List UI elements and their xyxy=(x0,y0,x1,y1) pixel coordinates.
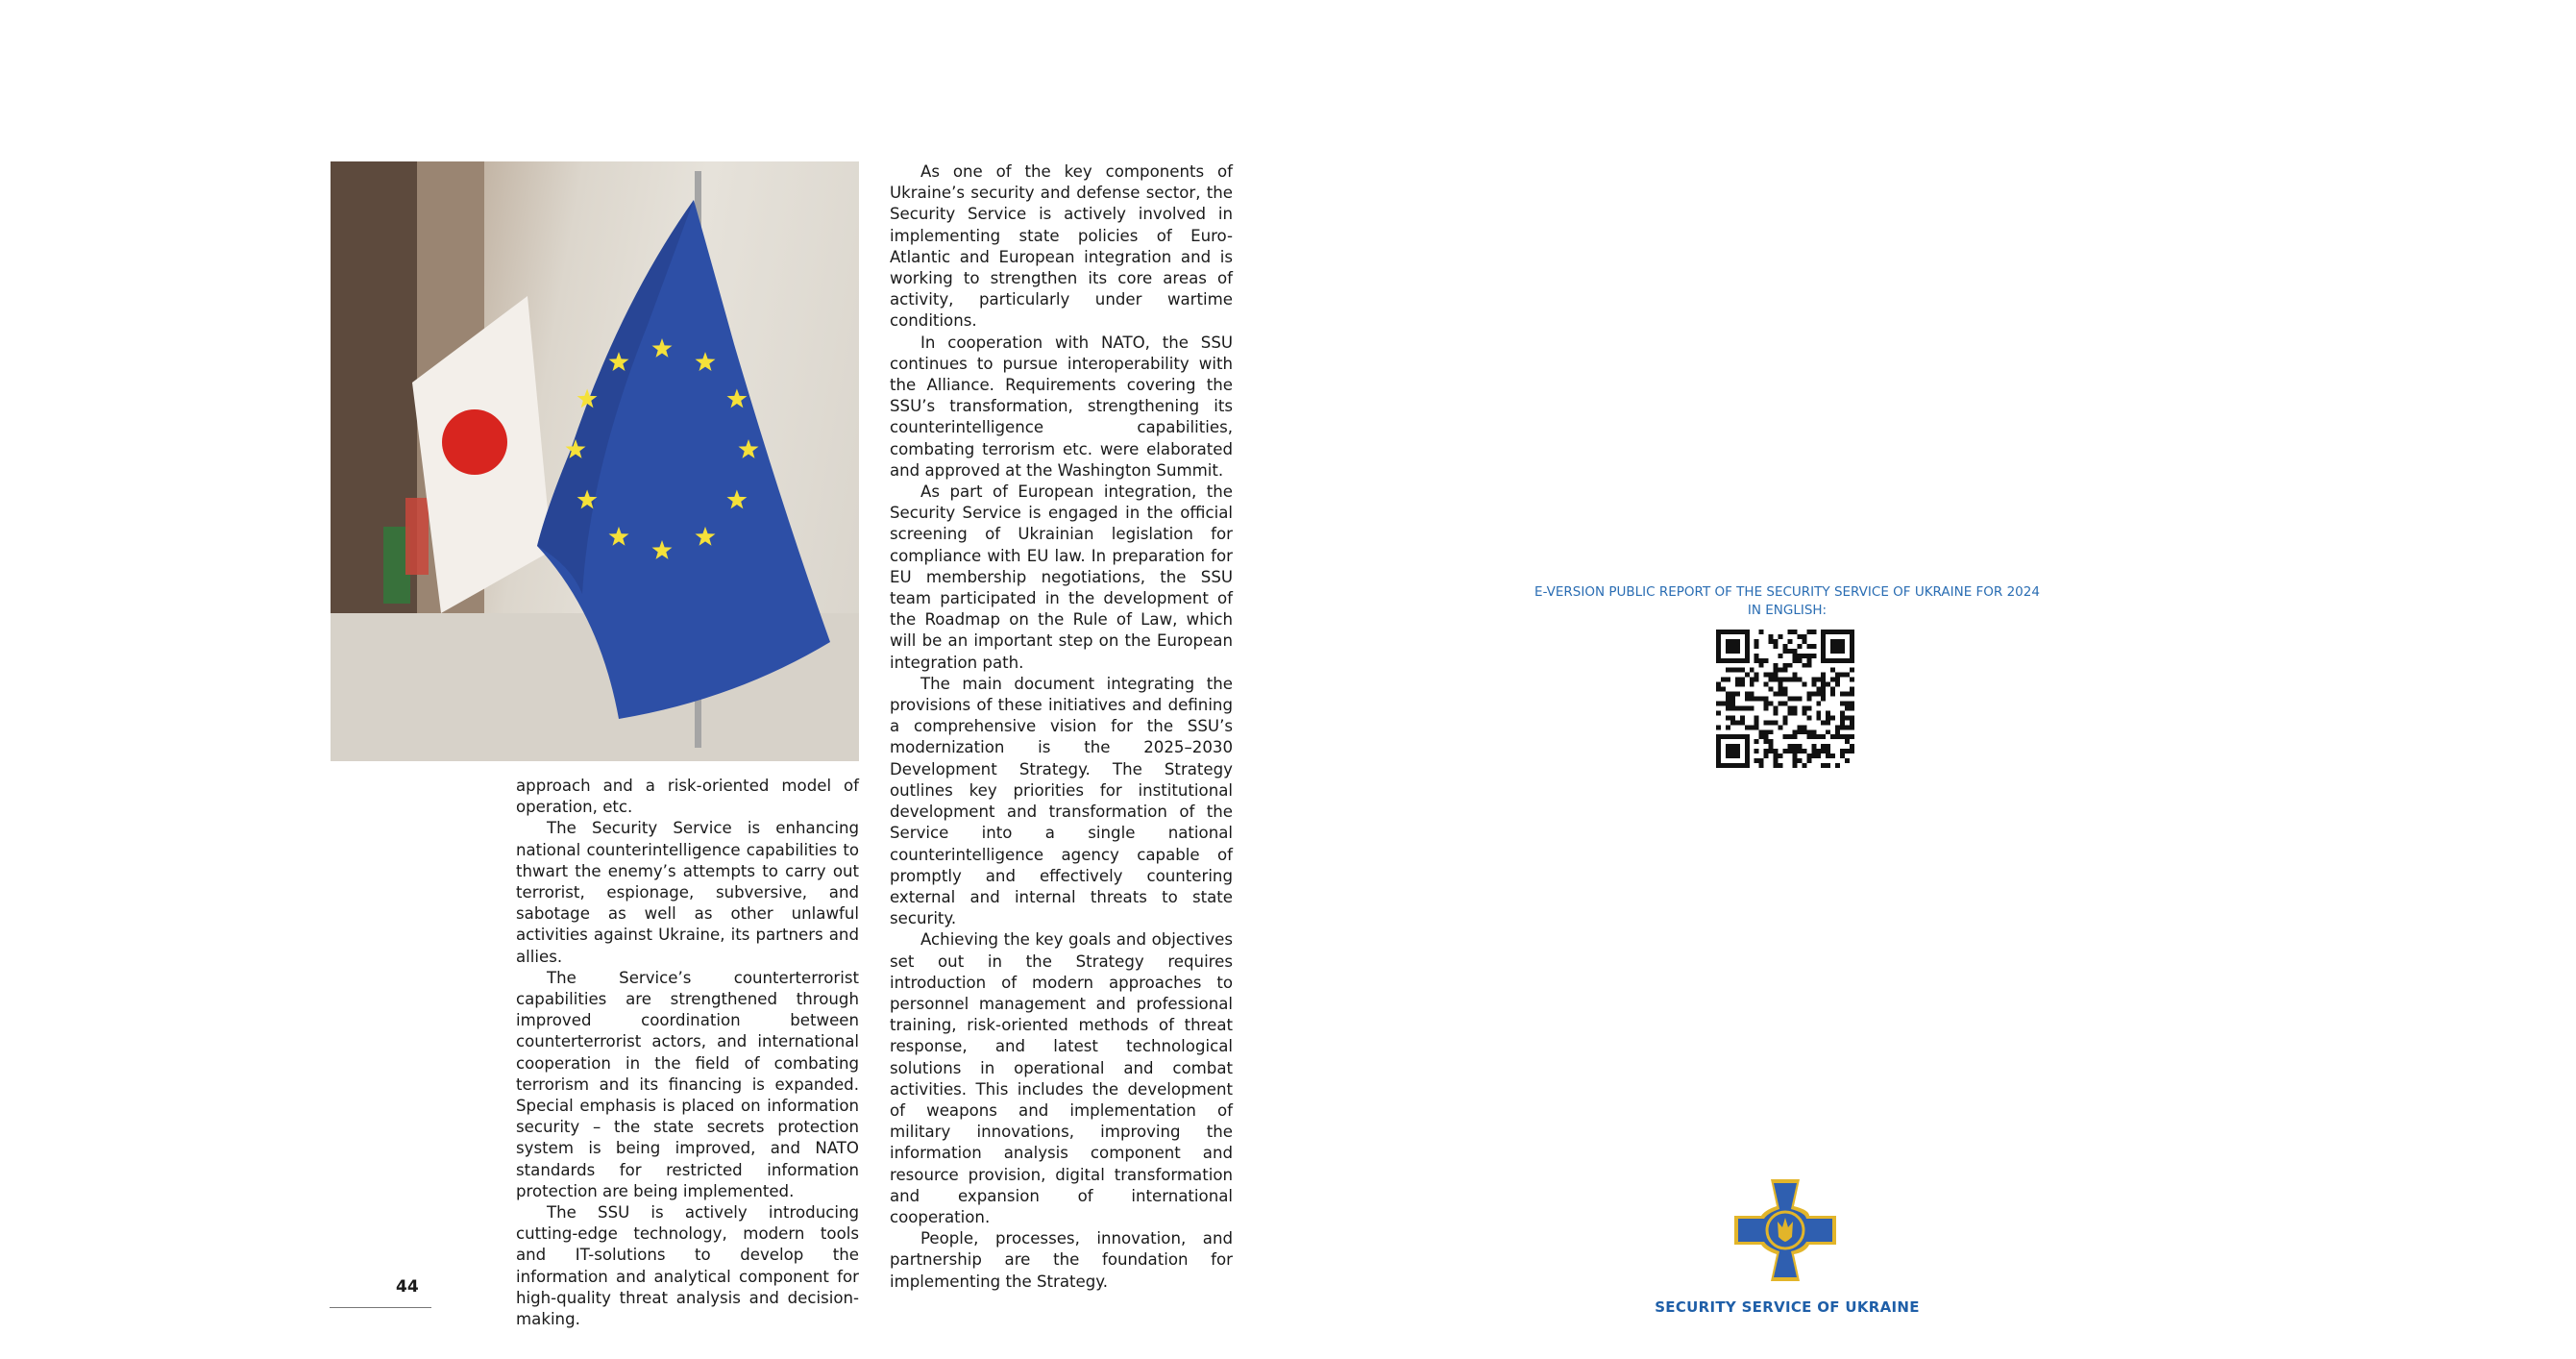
org-name: SECURITY SERVICE OF UKRAINE xyxy=(1655,1298,1920,1316)
paragraph: The Service’s counterterrorist capabilities are strengthened through improved coordination between counterterrorist actors, and international cooperation in the field of combating terrorism and its financing is expanded. Special emphasis is placed on information security – the state secrets protection system is being improved, and NATO standards for restricted information protection are being implemented. xyxy=(516,968,859,1200)
star-icon xyxy=(577,389,598,408)
right-page xyxy=(1288,0,2576,1359)
star-icon xyxy=(727,490,748,509)
qr-caption-line1: E-VERSION PUBLIC REPORT OF THE SECURITY SERVICE OF UKRAINE FOR 2024 xyxy=(1534,584,2040,600)
star-icon xyxy=(609,352,629,371)
paragraph: The Security Service is enhancing national counterintelligence capabilities to thwart the enemy’s attempts to carry out terrorist, espionage, subversive, and sabotage as well as other unlawful activities against Ukraine, its partners and allies. xyxy=(516,819,859,966)
paragraph: The main document integrating the provisions of these initiatives and defining a comprehensive vision for the SSU’s modernization is the 2025–2030 Development Strategy. The Strategy outlines key priorities for institutional development and transformation of the Service into a single national counterintelligence agency capable of promptly and effectively countering external and internal threats to state security. xyxy=(890,674,1233,928)
eu-flag-photo xyxy=(331,161,859,761)
star-icon xyxy=(609,527,629,546)
qr-caption-line2: IN ENGLISH: xyxy=(1747,603,1828,618)
star-icon xyxy=(727,389,748,408)
star-icon xyxy=(652,540,673,559)
star-icon xyxy=(696,527,716,546)
star-icon xyxy=(566,439,586,458)
star-icon xyxy=(577,490,598,509)
qr-code[interactable] xyxy=(1716,630,1854,768)
paragraph: People, processes, innovation, and partnership are the foundation for implementing the Strategy. xyxy=(890,1229,1233,1291)
paragraph: approach and a risk-oriented model of operation, etc. xyxy=(516,777,859,817)
star-icon xyxy=(696,352,716,371)
paragraph: As part of European integration, the Security Service is engaged in the official screening of Ukrainian legislation for compliance with EU law. In preparation for EU membership negotiations, the SSU team participated in the development of the Roadmap on the Rule of Law, which will be an important step on the European integration path. xyxy=(890,482,1233,672)
star-icon xyxy=(739,439,759,458)
text-column-2 xyxy=(890,161,1233,1293)
page-number: 44 xyxy=(396,1277,419,1297)
paragraph: As one of the key components of Ukraine’s security and defense sector, the Security Service is actively involved in implementing state policies of Euro-Atlantic and European integration and is working to strengthen its core areas of activity, particularly under wartime conditions. xyxy=(890,162,1233,331)
eu-stars xyxy=(331,161,859,761)
ssu-emblem-icon xyxy=(1732,1177,1838,1283)
text-column-1 xyxy=(516,776,859,1330)
star-icon xyxy=(652,338,673,358)
paragraph: In cooperation with NATO, the SSU continues to pursue interoperability with the Alliance. Requirements covering the SSU’s transformation, strengthening its counterintelligence capabilities, combating terrorism etc. were elaborated and approved at the Washington Summit. xyxy=(890,333,1233,480)
paragraph: The SSU is actively introducing cutting-edge technology, modern tools and IT-solutions to develop the information and analytical component for high-quality threat analysis and decision-making. xyxy=(516,1203,859,1329)
qr-caption xyxy=(1509,583,2066,620)
footer-rule xyxy=(330,1307,431,1308)
paragraph: Achieving the key goals and objectives set out in the Strategy requires introduction of modern approaches to personnel management and professional training, risk-oriented methods of threat response, and latest technological solutions in operational and combat activities. This includes the development of weapons and implementation of military innovations, improving the information analysis component and resource provision, digital transformation and expansion of international cooperation. xyxy=(890,930,1233,1226)
